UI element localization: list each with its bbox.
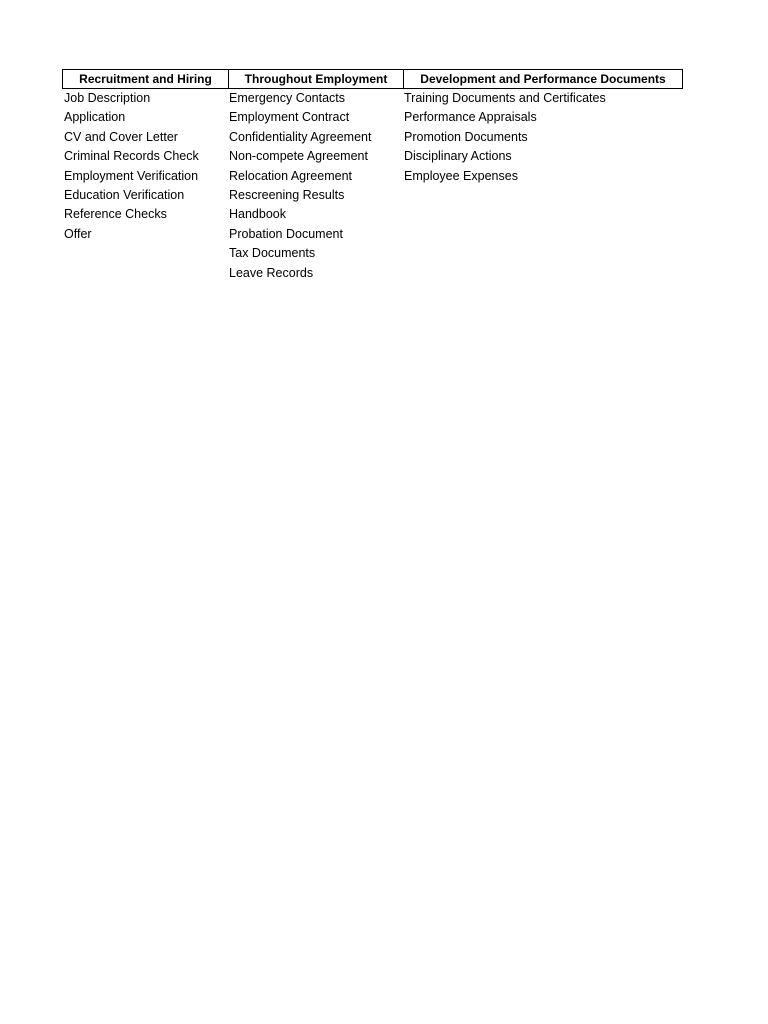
list-item: Job Description	[64, 91, 151, 105]
list-item: Performance Appraisals	[404, 110, 537, 125]
list-item: Tax Documents	[229, 246, 316, 261]
list-item: Training Documents and Certificates	[404, 91, 606, 105]
table-body	[62, 89, 683, 283]
list-item: Education Verification	[64, 188, 185, 203]
header-development-and-performance: Development and Performance Documents	[403, 70, 682, 88]
list-item: Criminal Records Check	[64, 149, 199, 164]
list-item: Offer	[64, 226, 92, 241]
list-item: Reference Checks	[64, 207, 167, 222]
list-item: Employee Expenses	[404, 168, 518, 183]
list-item: Handbook	[229, 207, 286, 222]
list-item: Emergency Contacts	[229, 91, 346, 105]
list-item: Non-compete Agreement	[229, 149, 368, 164]
header-recruitment-and-hiring: Recruitment and Hiring	[79, 72, 212, 86]
list-item: Confidentiality Agreement	[229, 129, 372, 144]
list-item: Relocation Agreement	[229, 168, 352, 183]
document-table	[62, 69, 683, 283]
list-item: Promotion Documents	[404, 129, 528, 144]
list-item: Leave Records	[229, 265, 314, 280]
list-item: Application	[64, 110, 126, 125]
list-item: Probation Document	[229, 226, 343, 241]
list-item: Disciplinary Actions	[404, 149, 512, 164]
list-item: CV and Cover Letter	[64, 129, 178, 144]
list-item: Employment Contract	[229, 110, 350, 125]
column-recruitment-and-hiring	[62, 89, 227, 283]
list-item: Rescreening Results	[229, 188, 345, 203]
header-throughout-employment: Throughout Employment	[228, 70, 403, 88]
list-item: Employment Verification	[64, 168, 199, 183]
table-header-row	[62, 69, 683, 89]
column-throughout-employment	[227, 89, 402, 283]
column-development-and-performance	[402, 89, 681, 283]
